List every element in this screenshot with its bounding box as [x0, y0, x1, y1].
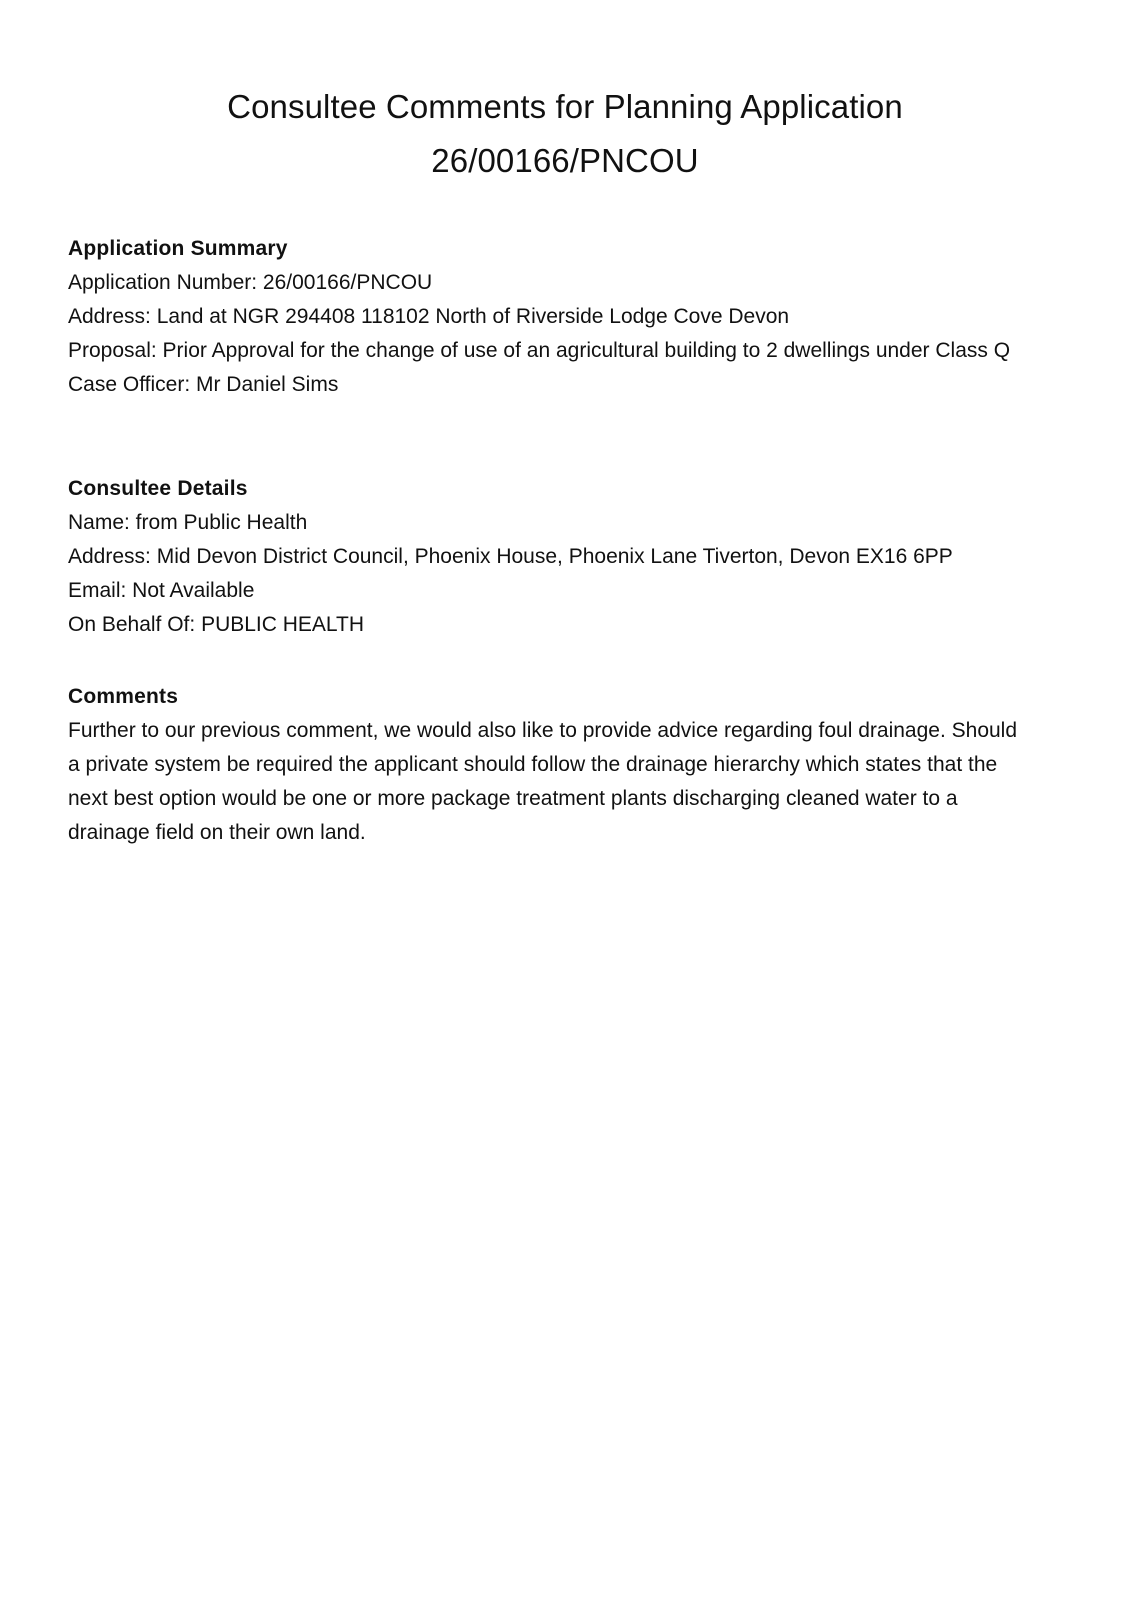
comments-text: Further to our previous comment, we would also like to provide advice regarding foul drainage. Should a private system be required the applicant should follow the drainage hierarchy which states that the next best option would be one or more package treatment plants discharging cleaned water to a drainage field on their own land. [68, 719, 1018, 844]
page-title [0, 80, 1130, 188]
consultee-on-behalf-of: On Behalf Of: PUBLIC HEALTH [68, 613, 365, 636]
application-address: Address: Land at NGR 294408 118102 North of Riverside Lodge Cove Devon [68, 305, 790, 328]
title-line-2: 26/00166/PNCOU [431, 142, 699, 179]
application-summary-heading: Application Summary [68, 237, 288, 260]
consultee-email: Email: Not Available [68, 579, 255, 602]
application-summary-section [68, 232, 1058, 402]
application-number: Application Number: 26/00166/PNCOU [68, 271, 433, 294]
comments-heading: Comments [68, 685, 179, 708]
consultee-address: Address: Mid Devon District Council, Phoenix House, Phoenix Lane Tiverton, Devon EX16 6PP [68, 545, 953, 568]
consultee-name: Name: from Public Health [68, 511, 308, 534]
consultee-details-heading: Consultee Details [68, 477, 248, 500]
consultee-details-section [68, 472, 1058, 642]
case-officer: Case Officer: Mr Daniel Sims [68, 373, 339, 396]
title-line-1: Consultee Comments for Planning Application [227, 88, 903, 125]
comments-section [68, 680, 1058, 850]
application-proposal: Proposal: Prior Approval for the change of use of an agricultural building to 2 dwellings under Class Q [68, 339, 1011, 362]
